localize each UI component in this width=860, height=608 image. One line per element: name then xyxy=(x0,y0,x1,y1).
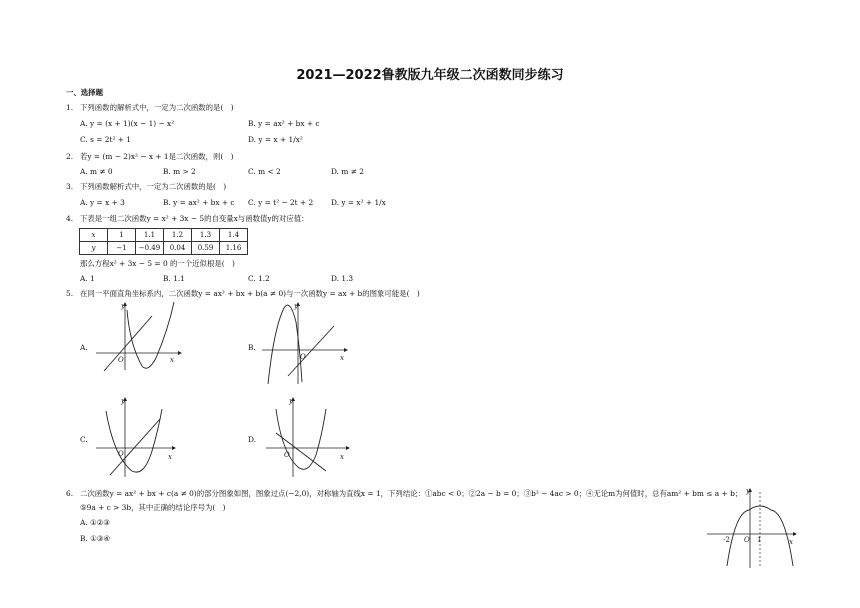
q6-option-a: A. ①②③ xyxy=(80,518,110,527)
y-axis-label: y xyxy=(294,302,298,310)
q5-option-b-label: B. xyxy=(248,343,256,352)
q3-option-d: D. y = x² + 1/x xyxy=(331,198,386,207)
q4-option-a: A. 1 xyxy=(80,274,95,283)
q2-number: 2. xyxy=(66,152,74,161)
line xyxy=(110,419,160,475)
q2-option-c: C. m < 2 xyxy=(248,167,281,176)
q3-option-c: C. y = t² − 2t + 2 xyxy=(248,198,314,207)
q6-stem: 二次函数y = ax² + bx + c(a ≠ 0)的部分图象如图，图象过点(−2,0)，对称轴为直线x = 1，下列结论：①abc < 0；②2a − b = 0；③b² − 4ac > 0；④无论m为何值时，总有am² + bm ≤ a + b； xyxy=(80,489,743,498)
table-cell: 1.2 xyxy=(164,229,192,242)
q2-option-d: D. m ≠ 2 xyxy=(331,167,364,176)
table-cell: 1.16 xyxy=(220,242,248,255)
value-table xyxy=(79,228,248,255)
y-axis-label: y xyxy=(121,302,125,310)
x-axis-arrow xyxy=(172,446,176,450)
q1-option-d: D. y = x + 1/x² xyxy=(248,135,303,144)
x-axis-arrow xyxy=(178,351,182,355)
q5-graph-d xyxy=(262,395,352,479)
table-cell: 1 xyxy=(108,229,136,242)
q2-stem: 若y = (m − 2)x² − x + 1是二次函数，则( ) xyxy=(80,152,234,161)
y-axis-label: y xyxy=(121,397,125,405)
page-title: 2021—2022鲁教版九年级二次函数同步练习 xyxy=(296,68,564,83)
q1-option-c: C. s = 2t² + 1 xyxy=(80,135,132,144)
q6-stem-continued: ⑤9a + c > 3b，其中正确的结论序号为( ) xyxy=(80,503,226,512)
q6-number: 6. xyxy=(66,489,74,498)
q4-follow-text: 那么方程x² + 3x − 5 = 0 的一个近似根是( ) xyxy=(80,259,235,268)
tick-label-neg2: -2 xyxy=(723,536,730,544)
q3-option-a: A. y = x + 3 xyxy=(80,198,125,207)
parabola xyxy=(127,302,174,368)
q6-graph xyxy=(705,484,800,570)
q5-number: 5. xyxy=(66,289,74,298)
table-cell: 0.59 xyxy=(192,242,220,255)
q5-option-a-label: A. xyxy=(80,343,88,352)
x-axis-label: x xyxy=(170,356,174,364)
q6-option-b: B. ①③④ xyxy=(80,534,111,543)
q4-option-d: D. 1.3 xyxy=(331,274,354,283)
q5-graph-b xyxy=(260,300,350,388)
table-cell: y xyxy=(80,242,108,255)
q4-stem: 下表是一组二次函数y = x² + 3x − 5的自变量x与函数值y的对应值： xyxy=(80,214,309,223)
origin-label: O xyxy=(284,451,290,459)
table-cell: 1.1 xyxy=(136,229,164,242)
x-axis-arrow xyxy=(346,446,350,450)
line xyxy=(288,326,334,376)
q1-number: 1. xyxy=(66,103,74,112)
table-cell: 0.04 xyxy=(164,242,192,255)
x-axis-label: x xyxy=(789,538,793,546)
x-axis-label: x xyxy=(340,453,344,461)
table-cell: −1 xyxy=(108,242,136,255)
x-axis-label: x xyxy=(340,354,344,362)
q3-option-b: B. y = ax² + bx + c xyxy=(163,198,235,207)
origin-label: O xyxy=(300,353,306,361)
table-row xyxy=(80,229,248,242)
table-cell: 1.4 xyxy=(220,229,248,242)
x-axis-arrow xyxy=(793,532,797,536)
q5-stem: 在同一平面直角坐标系内，二次函数y = ax² + bx + b(a ≠ 0)与一次函数y = ax + b的图象可能是( ) xyxy=(80,289,420,298)
q3-stem: 下列函数解析式中，一定为二次函数的是( ) xyxy=(80,182,227,191)
q1-option-b: B. y = ax² + bx + c xyxy=(248,119,320,128)
q2-option-a: A. m ≠ 0 xyxy=(80,167,113,176)
tick-label-1: 1 xyxy=(757,536,762,544)
table-row xyxy=(80,242,248,255)
parabola xyxy=(106,409,162,472)
q5-option-c-label: C. xyxy=(80,435,88,444)
origin-label: O xyxy=(118,356,124,364)
table-cell: x xyxy=(80,229,108,242)
origin-label: O xyxy=(118,450,124,458)
y-axis-label: y xyxy=(289,397,293,405)
q2-option-b: B. m > 2 xyxy=(163,167,196,176)
q4-option-c: C. 1.2 xyxy=(248,274,270,283)
line xyxy=(104,316,152,371)
origin-label: O xyxy=(744,536,750,544)
q5-option-d-label: D. xyxy=(248,435,257,444)
q5-graph-c xyxy=(92,395,182,479)
table-cell: 1.3 xyxy=(192,229,220,242)
q4-number: 4. xyxy=(66,214,74,223)
q3-number: 3. xyxy=(66,182,74,191)
q5-graph-a xyxy=(92,300,182,372)
q1-stem: 下列函数的解析式中，一定为二次函数的是( ) xyxy=(80,103,234,112)
table-cell: −0.49 xyxy=(136,242,164,255)
x-axis-label: x xyxy=(168,453,172,461)
y-axis-label: y xyxy=(746,487,750,495)
q4-option-b: B. 1.1 xyxy=(163,274,185,283)
q1-option-a: A. y = (x + 1)(x − 1) − x² xyxy=(80,119,175,128)
parabola xyxy=(268,305,302,384)
x-axis-arrow xyxy=(344,348,348,352)
section-heading: 一、选择题 xyxy=(66,88,103,97)
